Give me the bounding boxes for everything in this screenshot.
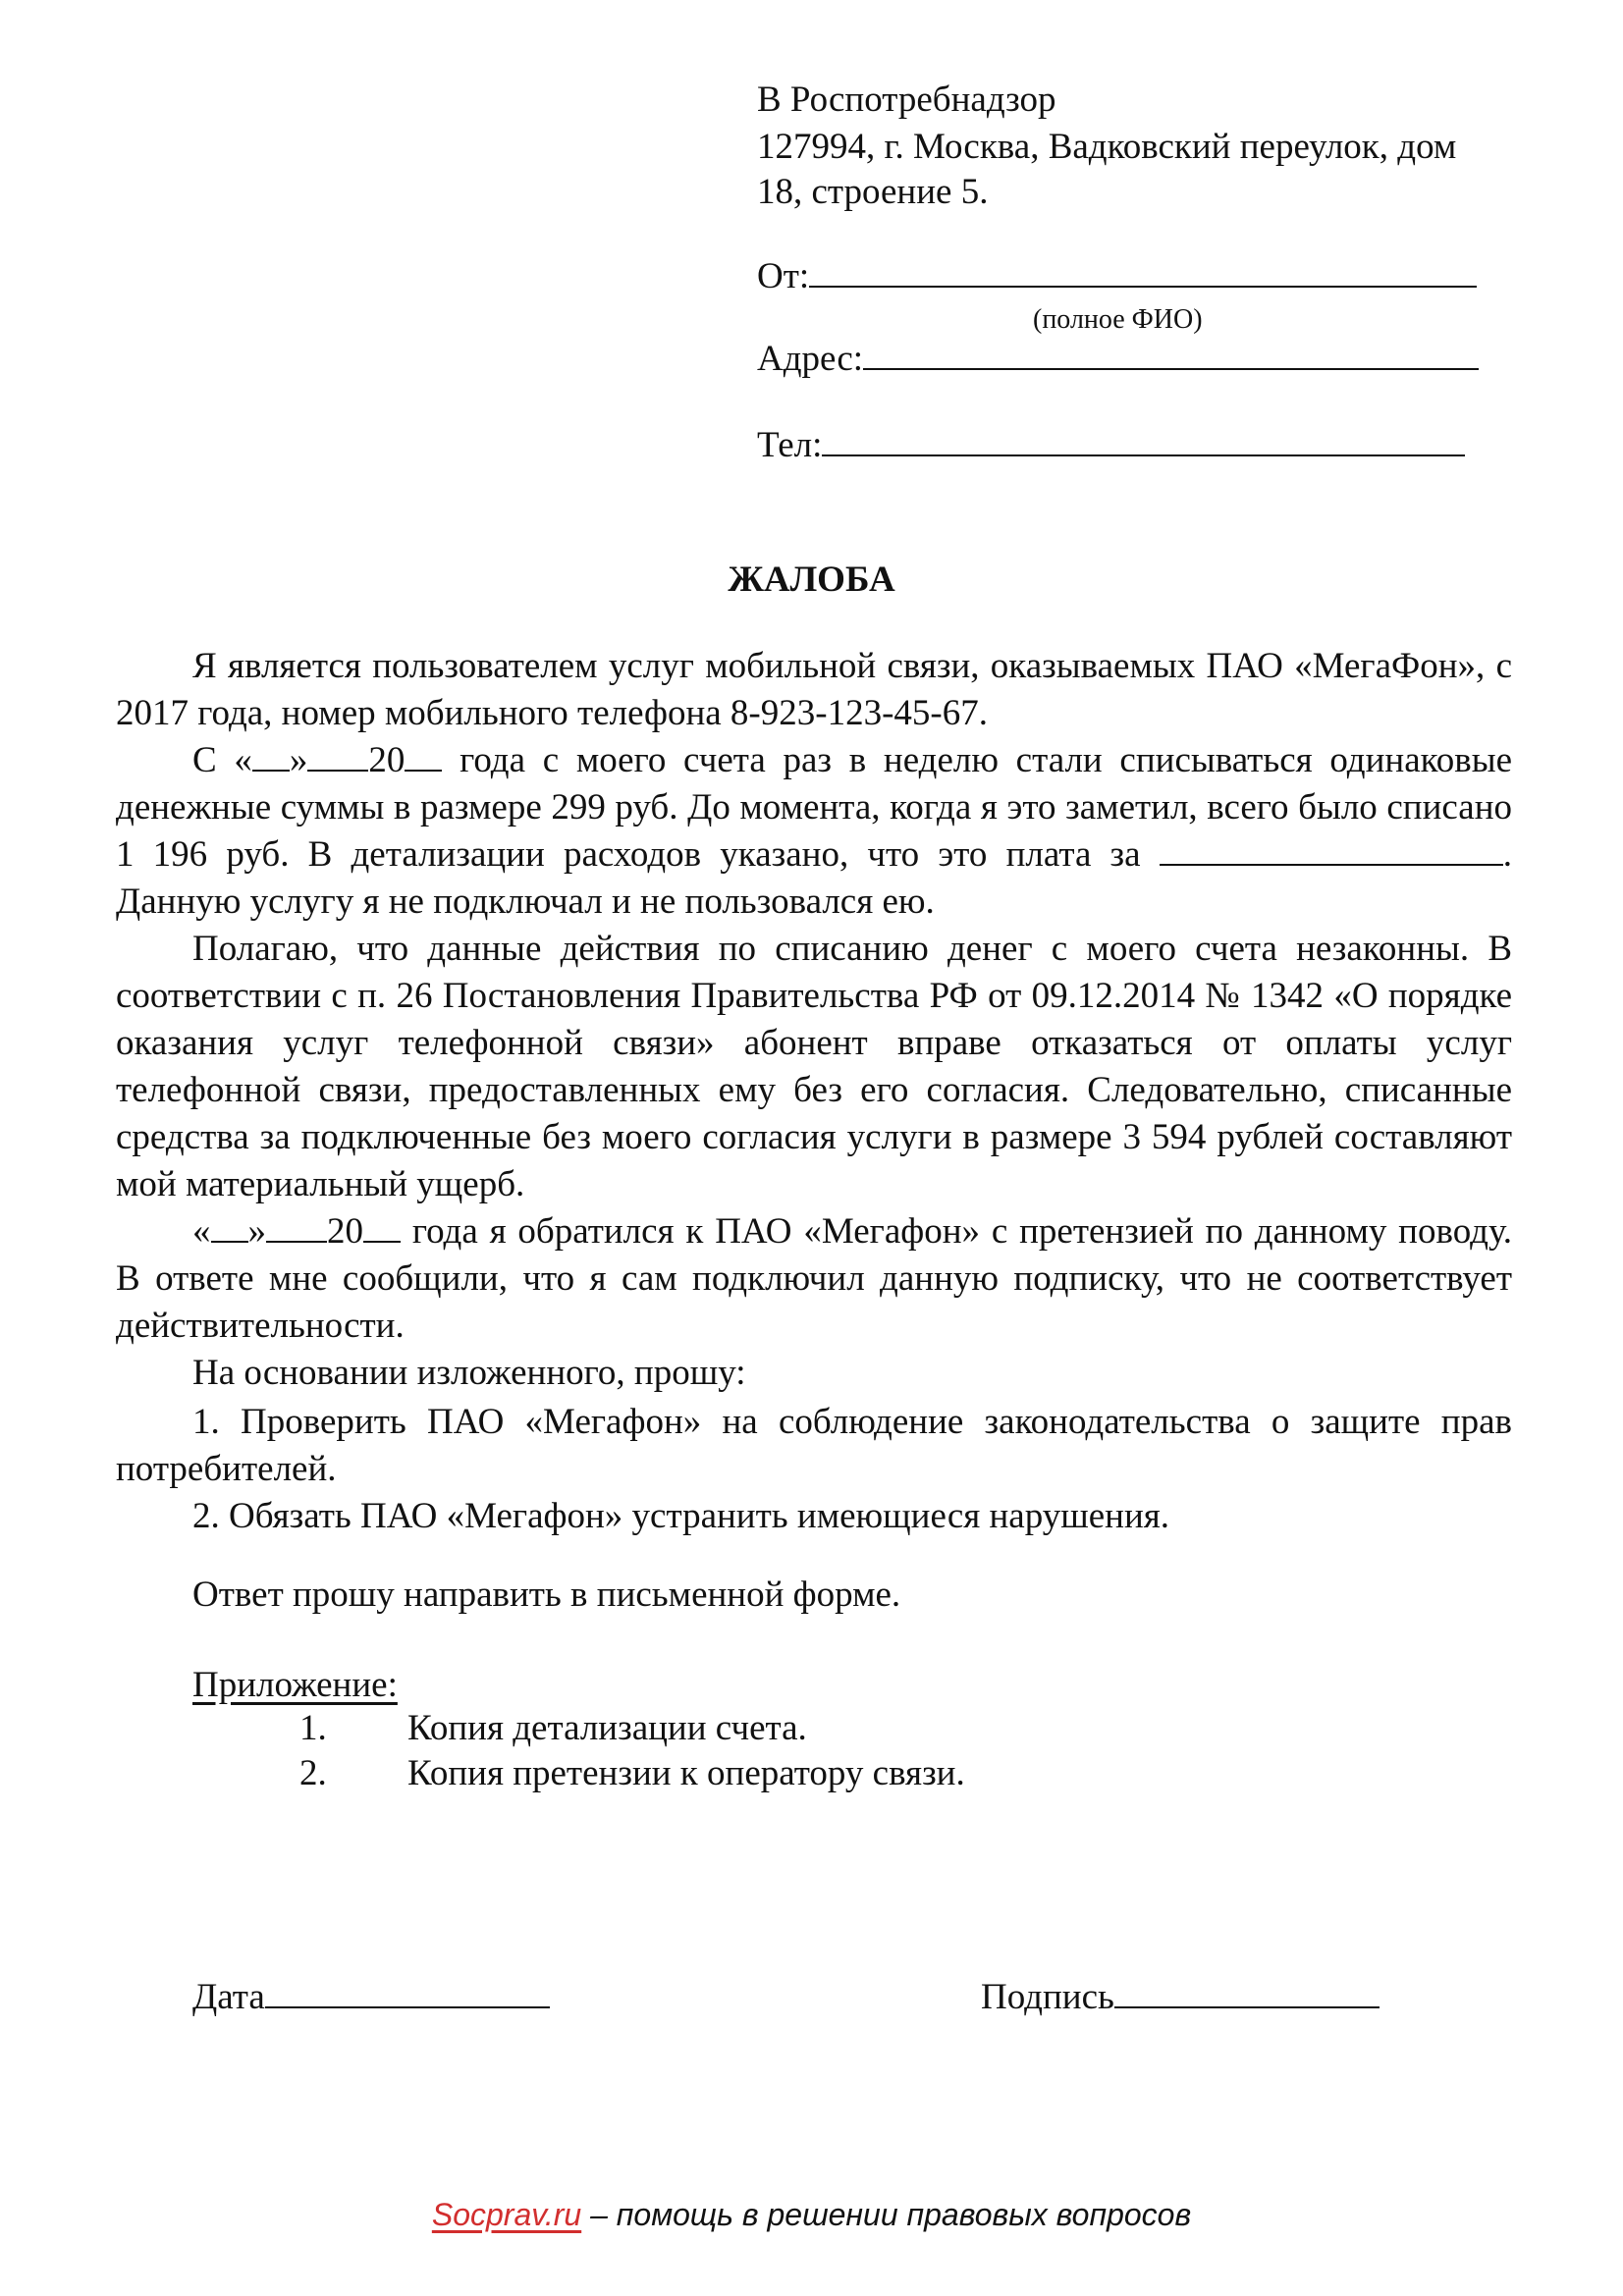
p4-month-blank: [266, 1211, 327, 1243]
date-row: [192, 1974, 550, 2021]
attachment-text: Копия детализации счета.: [407, 1708, 807, 1748]
attachment-text: Копия претензии к оператору связи.: [407, 1753, 965, 1793]
date-label: Дата: [192, 1977, 265, 2017]
signature-label: Подпись: [981, 1977, 1114, 2017]
request-1: 1. Проверить ПАО «Мегафон» на соблюдение законодательства о защите прав потребителей.: [116, 1402, 1512, 1489]
footer-text: – помощь в решении правовых вопросов: [581, 2197, 1192, 2232]
addressee-address-line-1: 127994, г. Москва, Вадковский переулок, дом: [757, 127, 1457, 167]
request-2: 2. Обязать ПАО «Мегафон» устранить имеющиеся нарушения.: [192, 1496, 1170, 1536]
answer-request: Ответ прошу направить в письменной форме.: [192, 1575, 901, 1615]
attachment-item: [299, 1705, 807, 1752]
attachment-number: 2.: [299, 1753, 327, 1793]
p2-service-blank: [1160, 834, 1503, 866]
date-fill-line[interactable]: [265, 2006, 550, 2008]
from-label: От:: [757, 256, 810, 296]
p2-month-blank: [307, 740, 368, 772]
attachment-item: [299, 1750, 965, 1797]
tel-fill-line[interactable]: [822, 454, 1465, 456]
paragraph-3: Полагаю, что данные действия по списанию денег с моего счета незаконны. В соответствии с п. 26 Постановления Правительства РФ от 09.12.2014 № 1342 «О порядке оказания услуг телефонной связи» абонент вправе отказаться от оплаты услуг телефонной связи, предоставленных ему без его согласия. Следовательно, списанные средства за подключенные без моего согласия услуги в размере 3 594 рублей составляют мой материальный ущерб.: [116, 929, 1512, 1204]
p2-day-blank: [252, 740, 290, 772]
paragraph-2: [116, 737, 1512, 926]
p4-text: года я обратился к ПАО «Мегафон» с претензией по данному поводу. В ответе мне сообщили, что я сам подключил данную подписку, что не соответствует действительности.: [116, 1211, 1512, 1346]
paragraph-1: Я является пользователем услуг мобильной связи, оказываемых ПАО «МегаФон», с 2017 года, номер мобильного телефона 8-923-123-45-67.: [116, 646, 1512, 733]
p2-text-end: . Данную услугу я не подключал и не пользовался ею.: [116, 834, 1512, 922]
p4-year-blank: [363, 1211, 401, 1243]
requests: [116, 1399, 1512, 1540]
from-row: [757, 253, 1477, 300]
p4-close-quote: »: [247, 1211, 266, 1252]
p2-open-quote: С «: [192, 740, 252, 780]
p4-day-blank: [211, 1211, 248, 1243]
signature-row: [981, 1974, 1380, 2021]
signature-fill-line[interactable]: [1114, 2006, 1380, 2008]
addressee: В Роспотребнадзор: [757, 80, 1056, 120]
address-row: [757, 336, 1479, 383]
p2-close-quote: »: [289, 740, 308, 780]
paragraph-4: [116, 1208, 1512, 1350]
document-title: ЖАЛОБА: [728, 560, 895, 600]
addressee-address-line-2: 18, строение 5.: [757, 172, 989, 212]
from-fill-line[interactable]: [809, 286, 1477, 288]
address-label: Адрес:: [757, 339, 864, 379]
p4-year-prefix: 20: [327, 1211, 363, 1252]
tel-row: [757, 422, 1465, 469]
p2-year-prefix: 20: [368, 740, 406, 780]
address-fill-line[interactable]: [863, 368, 1479, 370]
paragraph-5: На основании изложенного, прошу:: [192, 1353, 746, 1393]
p4-open-quote: «: [192, 1211, 211, 1252]
tel-label: Тел:: [757, 425, 823, 465]
attachment-number: 1.: [299, 1708, 327, 1748]
fio-hint: (полное ФИО): [1033, 304, 1203, 335]
p2-year-blank: [405, 740, 442, 772]
footer: [0, 2191, 1623, 2238]
footer-link[interactable]: Socprav.ru: [431, 2197, 582, 2232]
document-body: [116, 643, 1512, 1397]
attachments-label: Приложение:: [192, 1665, 398, 1705]
p2-text: года с моего счета раз в неделю стали списываться одинаковые денежные суммы в размере 299 руб. До момента, когда я это заметил, всего было списано 1 196 руб. В детализации расходов указано, что это плата за: [116, 740, 1512, 875]
